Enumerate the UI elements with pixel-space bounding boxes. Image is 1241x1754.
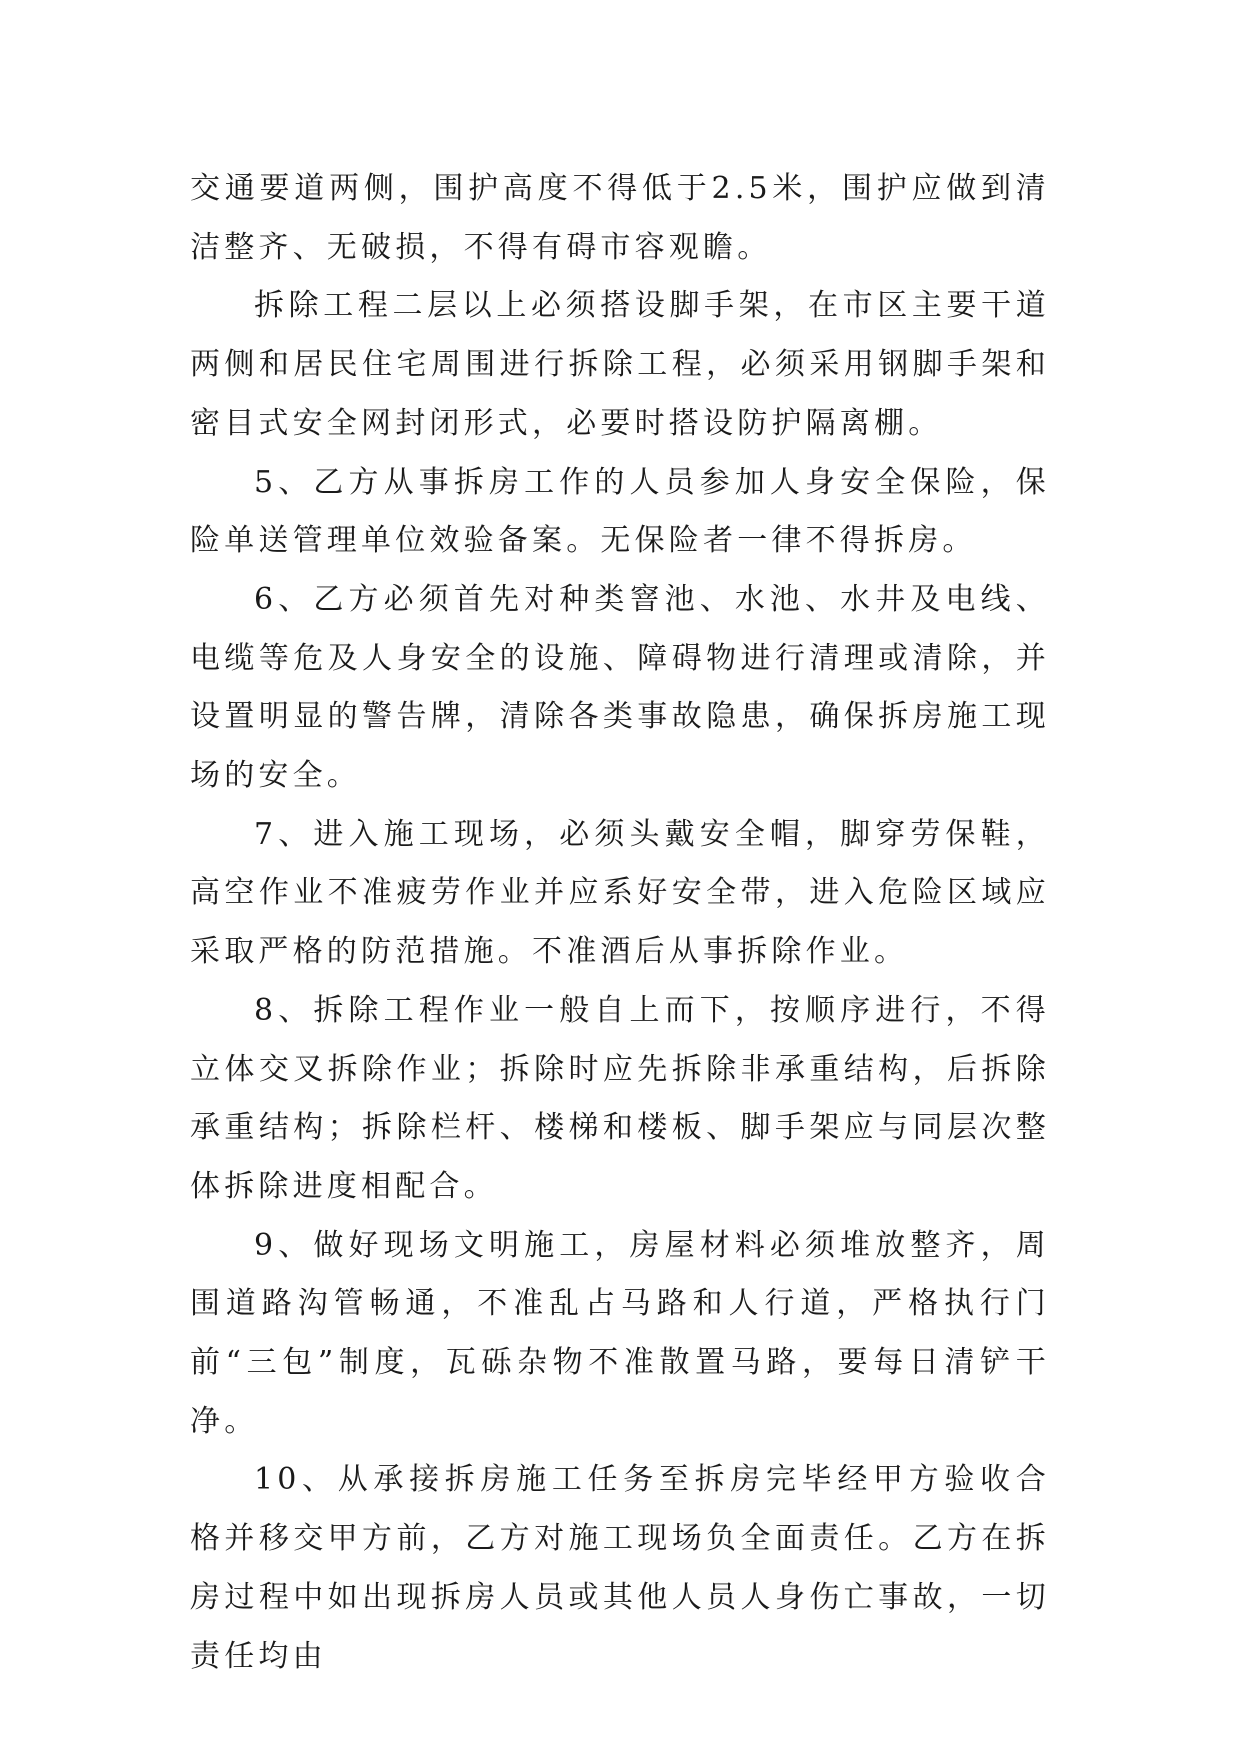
paragraph-enclosure-requirements: 交通要道两侧，围护高度不得低于2.5米，围护应做到清洁整齐、无破损，不得有碍市容观瞻。 <box>190 171 1050 265</box>
paragraph-item-9-civilized-construction: 9、做好现场文明施工，房屋材料必须堆放整齐，周围道路沟管畅通，不准乱占马路和人行道，严格执行门前“三包”制度，瓦砾杂物不准散置马路，要每日清铲干净。 <box>190 1227 1050 1439</box>
paragraph-item-10-responsibility: 10、从承接拆房施工任务至拆房完毕经甲方验收合格并移交甲方前，乙方对施工现场负全面责任。乙方在拆房过程中如出现拆房人员或其他人员人身伤亡事故，一切责任均由 <box>190 1462 1050 1674</box>
document-body <box>190 160 1050 1686</box>
paragraph-item-7-safety-gear: 7、进入施工现场，必须头戴安全帽，脚穿劳保鞋，高空作业不准疲劳作业并应系好安全带，进入危险区域应采取严格的防范措施。不准酒后从事拆除作业。 <box>190 816 1050 970</box>
paragraph-item-8-demolition-order: 8、拆除工程作业一般自上而下，按顺序进行，不得立体交叉拆除作业；拆除时应先拆除非承重结构，后拆除承重结构；拆除栏杆、楼梯和楼板、脚手架应与同层次整体拆除进度相配合。 <box>190 992 1050 1204</box>
paragraph-item-5-insurance: 5、乙方从事拆房工作的人员参加人身安全保险，保险单送管理单位效验备案。无保险者一律不得拆房。 <box>190 464 1050 559</box>
paragraph-item-6-hazard-clearing: 6、乙方必须首先对种类窨池、水池、水井及电线、电缆等危及人身安全的设施、障碍物进行清理或清除，并设置明显的警告牌，清除各类事故隐患，确保拆房施工现场的安全。 <box>190 581 1050 794</box>
paragraph-scaffolding: 拆除工程二层以上必须搭设脚手架，在市区主要干道两侧和居民住宅周围进行拆除工程，必须采用钢脚手架和密目式安全网封闭形式，必要时搭设防护隔离棚。 <box>190 288 1050 441</box>
